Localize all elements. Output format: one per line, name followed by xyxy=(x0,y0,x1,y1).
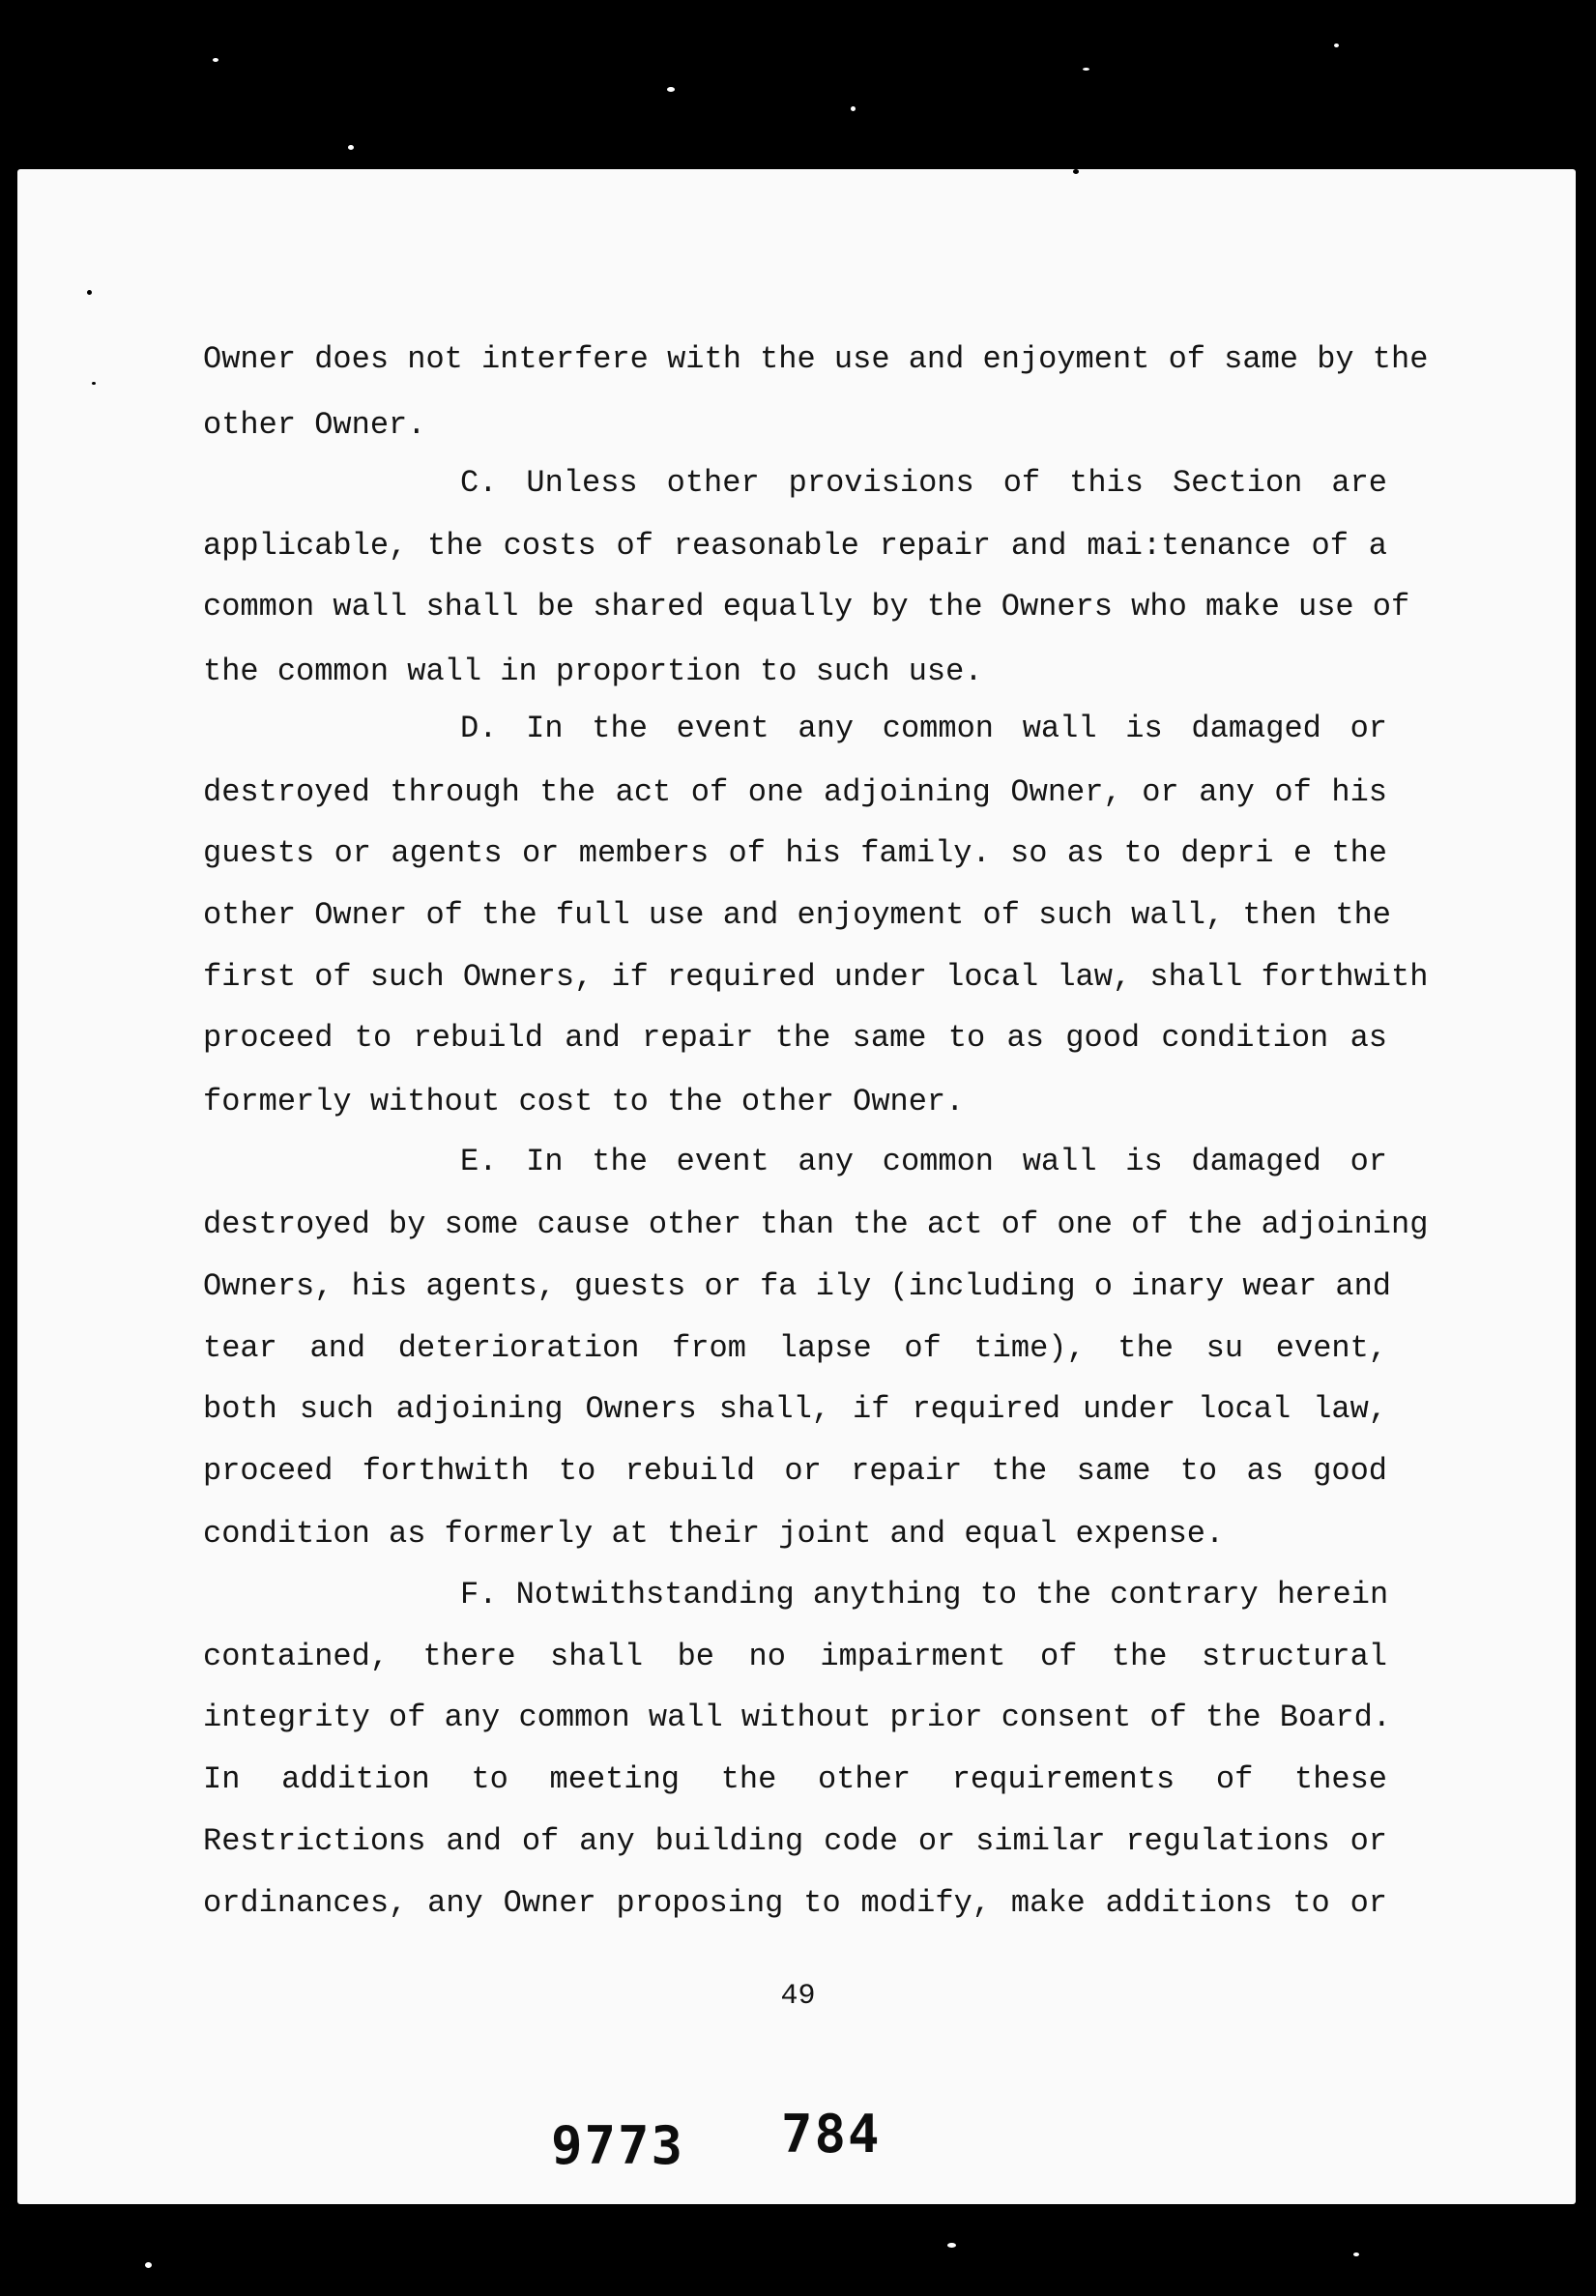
text-line: formerly without cost to the other Owner. xyxy=(203,1084,965,1119)
text-line: contained, there shall be no impairment of the structural xyxy=(203,1639,1387,1674)
recording-book-stamp: 9773 xyxy=(551,2115,685,2176)
text-line: both such adjoining Owners shall, if required under local law, xyxy=(203,1391,1387,1427)
text-line: In addition to meeting the other requirements of these xyxy=(203,1761,1387,1797)
text-line: proceed forthwith to rebuild or repair the same to as good xyxy=(203,1453,1387,1489)
page-number: 49 xyxy=(780,1980,816,2013)
text-line: proceed to rebuild and repair the same to as good condition as xyxy=(203,1020,1387,1056)
recording-page-stamp: 784 xyxy=(781,2104,882,2165)
text-line: condition as formerly at their joint and equal expense. xyxy=(203,1516,1225,1552)
text-line: applicable, the costs of reasonable repair and mai:tenance of a xyxy=(203,528,1387,564)
text-line: tear and deterioration from lapse of time), the su event, xyxy=(203,1330,1387,1366)
text-line: other Owner of the full use and enjoyment of such wall, then the xyxy=(203,897,1391,933)
paragraph-d-start: D. In the event any common wall is damaged or xyxy=(460,711,1387,746)
paragraph-c-start: C. Unless other provisions of this Section are xyxy=(460,465,1387,501)
text-line: the common wall in proportion to such use. xyxy=(203,654,983,689)
text-line: first of such Owners, if required under local law, shall forthwith xyxy=(203,959,1429,995)
text-line: Restrictions and of any building code or similar regulations or xyxy=(203,1823,1387,1859)
paragraph-f-start: F. Notwithstanding anything to the contrary herein xyxy=(460,1577,1389,1613)
text-line: guests or agents or members of his family. so as to depri e the xyxy=(203,835,1387,871)
text-line: integrity of any common wall without prior consent of the Board. xyxy=(203,1700,1391,1735)
text-line: common wall shall be shared equally by the Owners who make use of xyxy=(203,589,1410,625)
text-line: other Owner. xyxy=(203,407,426,443)
text-line: Owner does not interfere with the use and enjoyment of same by the xyxy=(203,341,1429,377)
text-line: destroyed by some cause other than the act of one of the adjoining xyxy=(203,1206,1429,1242)
text-line: Owners, his agents, guests or fa ily (including o inary wear and xyxy=(203,1268,1391,1304)
text-line: ordinances, any Owner proposing to modify, make additions to or xyxy=(203,1885,1387,1921)
paragraph-e-start: E. In the event any common wall is damaged or xyxy=(460,1144,1387,1179)
text-line: destroyed through the act of one adjoining Owner, or any of his xyxy=(203,774,1387,810)
